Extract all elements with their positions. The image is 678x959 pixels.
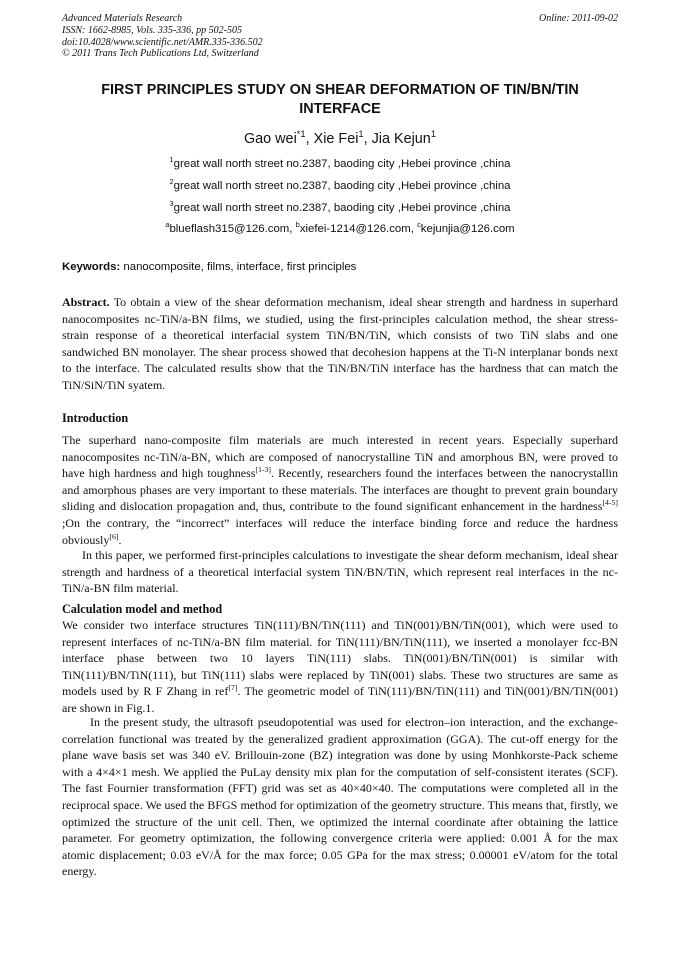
- author-affiliation-mark: 1: [358, 129, 364, 140]
- email-mark: b: [295, 220, 300, 230]
- author-name: Jia Kejun: [371, 131, 431, 147]
- email-mark: a: [165, 220, 170, 230]
- introduction-paragraph: In this paper, we performed first-principles calculations to investigate the shear deform mechanism, ideal shear strength and hardness of a theoretical interfacial system TiN/BN/TiN, which represent real interfaces in the nc-TiN/a-BN film material.: [62, 548, 618, 596]
- citation[interactable]: [6]: [109, 531, 119, 541]
- paragraph-text: . Recently, researchers found the interfaces between the nanocrystallin and amorphous phases are very important to these materials. The interfaces are thought to prevent grain boundary sliding and dislocation propagation and, thus, contribute to the found significant enhancement in the hardness: [62, 466, 618, 514]
- author-line: Gao wei$^{*1}$, Xie Fei$^1$, Jia Kejun$^1$: [243, 129, 437, 147]
- keywords-label: Keywords:: [62, 261, 121, 273]
- online-date: Online: 2011-09-02: [539, 13, 618, 24]
- section-heading-method: Calculation model and method: [62, 602, 223, 616]
- affiliation-text: great wall north street no.2387, baoding city ,Hebei province ,china: [173, 180, 511, 192]
- abstract-text: To obtain a view of the shear deformation mechanism, ideal shear strength and hardness in superhard nanocomposites nc-TiN/a-BN films, we studied, using the first-principles calculation method, the shear stress-strain response of a theoretical interfacial system TiN/BN/TiN, which consists of two TiN slabs and one sandwiched BN monolayer. The shear process showed that decohesion happens at the Ti-N interplanar bonds next to the interface. The calculated results show that the TiN/BN/TiN interface has the hardness that can match the TiN/SiN/TiN syatem.: [62, 295, 618, 392]
- abstract: [62, 294, 618, 394]
- paragraph-text: ;On the contrary, the “incorrect” interfaces will reduce the interface binding force and reduce the hardness obviously: [62, 515, 618, 547]
- email-address[interactable]: xiefei-1214@126.com: [299, 223, 411, 235]
- email-address[interactable]: blueflash315@126.com: [169, 223, 290, 235]
- abstract-label: Abstract.: [62, 295, 110, 309]
- journal-header: [62, 13, 618, 60]
- doi-line: doi:10.4028/www.scientific.net/AMR.335-336.502: [62, 36, 263, 48]
- paragraph-text: We consider two interface structures TiN(111)/BN/TiN(111) and TiN(001)/BN/TiN(001), which were used to represent interfaces of nc-TiN/a-BN film material. for TiN(111)/BN/TiN(111), we inserted a monolayer fcc-BN interface phase between two 10 layers TiN(111) slabs. TiN(001)/BN/TiN(001) is similar with TiN(111)/BN/TiN(111), but TiN(111) slabs were replaced by TiN(001) slabs. These two structures are same as models used by R F Zhang in ref: [62, 618, 618, 699]
- section-heading-introduction: Introduction: [62, 411, 129, 425]
- affiliation-line: [62, 177, 618, 192]
- affiliation-text: great wall north street no.2387, baoding city ,Hebei province ,china: [173, 202, 511, 214]
- paragraph-text: . The geometric model of TiN(111)/BN/TiN(111) and TiN(001)/BN/TiN(001) are shown in Fig.1.: [62, 684, 618, 715]
- email-line: $^a$blueflash315@126.com, $^b$xiefei-1214@126.com, $^c$kejunjia@126.com: [165, 220, 515, 235]
- copyright-line: © 2011 Trans Tech Publications Ltd, Switzerland: [62, 48, 259, 60]
- paragraph-text: The superhard nano-composite film materials are much interested in recent years. Especially superhard nanocomposites nc-TiN/a-BN, which are composed of nanocrystalline TiN and amorphous BN, were proved to have high hardness and high toughness: [62, 433, 618, 481]
- citation[interactable]: [1-3]: [255, 465, 272, 475]
- affiliation-mark: 2: [169, 177, 174, 187]
- email-mark: c: [417, 220, 421, 230]
- keywords: [62, 261, 618, 273]
- affiliation-line: [62, 199, 618, 214]
- affiliation-mark: 1: [169, 155, 174, 165]
- author-name: Xie Fei: [313, 131, 359, 147]
- author-affiliation-mark: 1: [430, 129, 437, 140]
- method-paragraph: [62, 617, 618, 717]
- affiliation-line: [62, 155, 618, 170]
- issn-line: ISSN: 1662-8985, Vols. 335-336, pp 502-505: [62, 24, 242, 36]
- keywords-text: nanocomposite, films, interface, first principles: [123, 261, 357, 273]
- introduction-paragraph: [62, 432, 618, 548]
- author-affiliation-mark: *1: [296, 129, 306, 140]
- paragraph-text: .: [118, 532, 122, 547]
- journal-name: Advanced Materials Research: [62, 13, 183, 24]
- citation[interactable]: [4-5]: [602, 498, 618, 508]
- author-name: Gao wei: [243, 131, 297, 147]
- email-address[interactable]: kejunjia@126.com: [420, 223, 515, 235]
- affiliation-text: great wall north street no.2387, baoding city ,Hebei province ,china: [173, 158, 511, 170]
- citation[interactable]: [7]: [228, 683, 238, 693]
- method-paragraph: In the present study, the ultrasoft pseudopotential was used for electron–ion interaction, and the exchange-correlation functional was treated by the generalized gradient approximation (GGA). The cut-off energy for the plane wave basis set was 340 eV. Brillouin-zone (BZ) integration was done by using Monhkorste-Pack scheme with a 4×4×1 mesh. We applied the PuLay density mix plan for the computation of self-consistent iterates (SCF). The fast Fournier transformation (FFT) grid was set as 40×40×40. The computations were completed all in the reciprocal space. We used the BFGS method for optimization of the geometry structure. This means that, firstly, we optimized the structure of the unit cell. Then, we optimized the internal coordinate after obtaining the lattice parameter. For geometry optimization, the following convergence criteria were applied: 0.001 Å for the max atomic displacement; 0.03 eV/Å for the max force; 0.05 GPa for the max stress; 0.00001 eV/atom for the total energy.: [62, 715, 618, 879]
- affiliation-mark: 3: [169, 199, 174, 209]
- paper-title: FIRST PRINCIPLES STUDY ON SHEAR DEFORMATION OF TIN/BN/TIN INTERFACE: [101, 82, 579, 117]
